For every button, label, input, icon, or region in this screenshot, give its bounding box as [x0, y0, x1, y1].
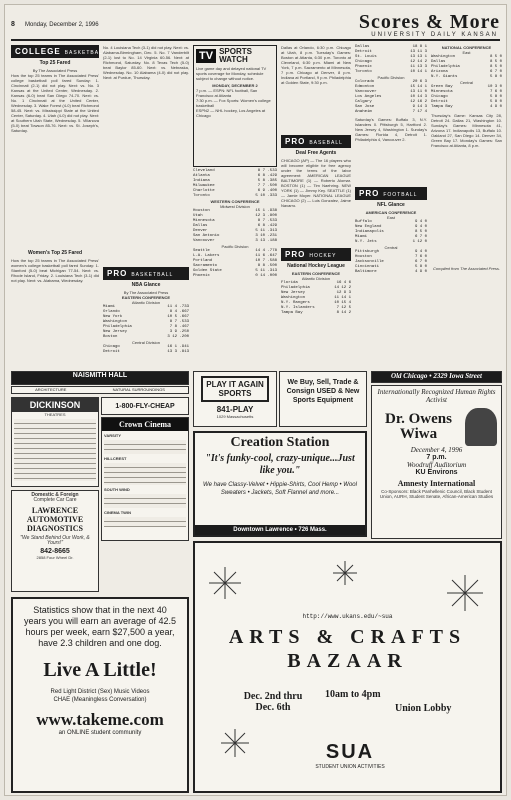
team-record: 10 3 0	[487, 85, 502, 89]
team-name: Utah	[193, 214, 203, 218]
team-record: 7 7 .500	[257, 184, 277, 188]
naismith-feature: ARCHITECTURE	[35, 387, 67, 392]
team-name: Houston	[355, 255, 372, 259]
team-name: Detroit	[355, 50, 372, 54]
team-name: Chicago	[103, 345, 120, 349]
live-sub: Red Light District (Sex) Music Videos CHAE (Meaningless Conversation)	[50, 689, 150, 703]
team-name: N.Y. Giants	[431, 75, 458, 79]
team-name: Washington	[431, 55, 456, 59]
women-poll-text: How the top 25 teams in The Associated Press' women's college basketball poll fared Sunday: 1. Stanford (5-0) beat Michigan 77-54. Next: vs. Rhode Island, Friday. 2. Louisiana Tech (3-1) did not play. Next: vs. Alabama, Wednesday.	[11, 258, 99, 283]
team-name: Calgary	[355, 100, 372, 104]
live-a-little: Live A Little!	[43, 659, 157, 681]
team-record: 5 8 0	[489, 95, 502, 99]
team-name: New Jersey	[103, 330, 128, 334]
dickinson-sub: THEATRES	[44, 412, 66, 417]
team-record: 6 7 0	[414, 260, 427, 264]
amnesty-wiwa-ad[interactable]	[371, 385, 502, 539]
amnesty-name: Amnesty International	[397, 479, 476, 488]
creation-tagline: "It's funky-cool, crazy-unique...Just like you."	[205, 453, 355, 476]
nba-column	[103, 45, 189, 365]
event-date: December 4, 1996	[410, 446, 463, 454]
team-record: 8 7 .533	[257, 169, 277, 173]
team-name: Dallas	[355, 45, 370, 49]
team-record: 10 5 .667	[167, 315, 189, 319]
cosponsors: Co-Sponsors: Black Panhellenic Council, Black Student Union, AURH, Student Senate, African-American Studies	[379, 489, 494, 499]
team-name: Edmonton	[355, 85, 375, 89]
team-record: 8 8 .500	[257, 264, 277, 268]
nba-sub: By The Associated Press	[123, 290, 169, 295]
team-name: Chicago	[355, 60, 372, 64]
team-name: L.A. Lakers	[193, 254, 220, 258]
fly-cheap-phone: 1-800-FLY-CHEAP	[115, 402, 175, 410]
free-agents-title: Deal Free Agents	[295, 150, 337, 156]
team-record: 8 14 2	[336, 311, 351, 315]
schedule-hockey-column	[281, 45, 351, 365]
team-name: Miami	[355, 235, 368, 239]
playit-phone: 841-PLAY	[216, 405, 254, 414]
team-name: Denver	[193, 229, 208, 233]
team-record: 5 8 0	[489, 100, 502, 104]
bazaar-title: ARTS & CRAFTS BAZAAR	[228, 626, 467, 672]
team-record: 12 16 2	[410, 100, 427, 104]
team-record: 7 17 4	[412, 110, 427, 114]
team-record: 11 6 .647	[255, 254, 277, 258]
team-record: 10 14 1	[410, 70, 427, 74]
nba-standings-table	[103, 305, 189, 340]
central-hockey-standings	[355, 45, 427, 75]
team-name: Philadelphia	[431, 65, 460, 69]
team-name: San Jose	[355, 105, 375, 109]
team-record: 4 9 0	[414, 270, 427, 274]
west-div: Midwest Division	[220, 204, 250, 209]
team-name: Minnesota	[193, 219, 215, 223]
team-name: Boston	[103, 335, 118, 339]
team-record: 5 8 .385	[257, 179, 277, 183]
team-name: Sacramento	[193, 264, 218, 268]
free-agents-text: CHICAGO (AP) — The 16 players who will become eligible for free agency under the terms of the labor agreement: AMERICAN LEAGUE BALTIMORE (1) — Roberto Alomar. BOSTON (1) — Tim Naehring. NEW YORK (1) — Jimmy Key. SEATTLE (1) — Jamie Moyer. NATIONAL LEAGUE CHICAGO (2) — Luis Gonzalez, Jaime Navarro.	[281, 158, 351, 208]
team-name: N.Y. Islanders	[281, 306, 315, 310]
buy-sell-ad[interactable]	[279, 371, 367, 427]
theatre-southwind: SOUTH WIND	[104, 487, 130, 492]
nfc-central-standings	[431, 85, 502, 110]
naismith-ad[interactable]	[11, 371, 189, 385]
team-name: St. Louis	[355, 55, 377, 59]
takeme-ad[interactable]	[11, 597, 189, 793]
team-record: 13 11 0	[410, 90, 427, 94]
nba-conf: EASTERN CONFERENCE	[121, 295, 171, 300]
standings-row	[355, 110, 427, 115]
nfc-east-standings	[431, 55, 502, 80]
tv-item: 7:30 p.m. — Fox Sports: Women's college basketball	[196, 98, 271, 108]
nhl-div: Atlantic Division	[301, 276, 331, 281]
team-record: 7 6 0	[489, 90, 502, 94]
showtimes-list	[14, 419, 96, 481]
team-record: 10 7 .588	[255, 259, 277, 263]
old-chicago-ad[interactable]	[371, 371, 502, 383]
tv-item: ESPN2 — NHL hockey, Los Angeles at Chicago	[196, 108, 266, 118]
team-record: 8 5 0	[489, 65, 502, 69]
team-record: 3 13 .188	[255, 239, 277, 243]
team-name: Indianapolis	[355, 230, 384, 234]
team-record: 7 6 0	[414, 255, 427, 259]
team-name: Phoenix	[355, 65, 372, 69]
auto-title: Domestic & Foreign	[31, 492, 79, 498]
team-record: 7 12 5	[336, 306, 351, 310]
team-record: 15 1 .938	[255, 209, 277, 213]
pacific-hockey-standings	[355, 80, 427, 115]
arts-crafts-bazaar-ad[interactable]	[193, 541, 502, 793]
standings-row	[355, 270, 427, 275]
team-name: Anaheim	[355, 110, 372, 114]
team-name: Pittsburgh	[355, 250, 380, 254]
fly-cheap-ad[interactable]	[101, 397, 189, 415]
team-record: 11 4 .733	[167, 305, 189, 309]
poll-sub: By The Associated Press	[32, 68, 78, 73]
team-name: Tampa Bay	[431, 105, 453, 109]
afc-div: East	[386, 215, 395, 220]
team-name: Houston	[193, 209, 210, 213]
team-record: 3 9 .250	[169, 330, 189, 334]
team-record: 12 14 2	[410, 60, 427, 64]
team-record: 5 11 .313	[255, 229, 277, 233]
nba-standings-table-2	[103, 345, 189, 355]
team-name: Colorado	[355, 80, 375, 84]
hockey-football-column	[355, 45, 427, 365]
lawrence-automotive-ad[interactable]	[11, 490, 99, 592]
team-record: 9 14 3	[412, 105, 427, 109]
creation-station-ad[interactable]	[193, 431, 367, 537]
old-chicago-text: Old Chicago • 2329 Iowa Street	[391, 372, 482, 380]
team-name: Toronto	[193, 194, 210, 198]
team-record: 16 1 .941	[167, 345, 189, 349]
auto-phone: 842-8665	[40, 548, 70, 555]
team-name: Baltimore	[355, 270, 377, 274]
afc-central-standings	[355, 250, 427, 275]
team-record: 10 14 3	[410, 95, 427, 99]
afc-east-standings	[355, 220, 427, 245]
tv-item: 7 p.m. — ESPN: NFL football, San Francisco at Atlanta	[196, 88, 258, 98]
event-time: 7 p.m.	[426, 454, 447, 461]
nba-schedule-text: Dallas at Orlando, 6:30 p.m. Chicago at Utah, 8 p.m. Tuesday's Games: Boston at Atlanta, 6:30 p.m. Toronto at Cleveland, 6:30 p.m. Miami at New York, 7 p.m. Sacramento at Minnesota, 7 p.m. Chicago at Denver, 8 p.m. Indiana at Portland, 9 p.m. Philadelphia at Golden State, 9:30 p.m.	[281, 45, 351, 85]
college-basketball-column	[11, 45, 107, 365]
creation-items: We have Classy-Velvet • Hippie-Shirts, Cool Hemp • Wool Sweaters • Jackets, Soft Flannel and more...	[203, 482, 357, 496]
auto-sub: Complete Car Care	[33, 497, 77, 503]
team-record: 20 6 3	[412, 80, 427, 84]
team-record: 11 14 1	[334, 296, 351, 300]
team-name: Washington	[281, 296, 306, 300]
team-record: 8 5 0	[489, 60, 502, 64]
bazaar-place: Union Lobby	[395, 703, 452, 714]
team-name: Dallas	[193, 224, 208, 228]
team-name: Florida	[281, 281, 298, 285]
section-title: Scores & More	[358, 11, 500, 33]
team-record: 8 4 .667	[169, 310, 189, 314]
team-record: 6 8 .429	[257, 224, 277, 228]
pacific-div: Pacific Division	[221, 244, 249, 249]
playit-logo: PLAY IT AGAIN SPORTS	[201, 376, 269, 402]
buy-sell-text: We Buy, Sell, Trade & Consign USED & New Sports Equipment	[286, 379, 360, 404]
team-name: Miami	[103, 305, 116, 309]
afc-conf: AMERICAN CONFERENCE	[365, 210, 417, 215]
eastern-standings-cont	[193, 169, 277, 199]
college-results-text: No. 4 Louisiana Tech (3-1) did not play. Next: vs. Alabama-Birmingham, Dec. 5. No. 7 Vanderbilt (2-1) lost to No. 14 Virginia 60-56. Next: at Richmond, Saturday. No. 8 Texas Tech (5-0) beat Baylor 85-60. Next: vs. Nebraska, Wednesday. No. 10 Alabama (4-0) did not play. Next: at Purdue, Thursday.	[103, 45, 189, 80]
team-name: Phoenix	[193, 274, 210, 278]
team-name: Atlanta	[193, 174, 210, 178]
team-name: Green Bay	[431, 85, 453, 89]
team-name: Los Angeles	[355, 95, 382, 99]
team-name: Toronto	[355, 70, 372, 74]
team-name: Tampa Bay	[281, 311, 303, 315]
nba-div2: Central Division	[131, 340, 160, 345]
naismith-features	[11, 386, 189, 394]
nfl-games-text: Thursday's Game: Kansas City 28, Detroit 24. Dallas 21, Washington 10. Sunday's Games: Minnesota 41, Arizona 17. Indianapolis 13, Buffalo 10. Oakland 27, San Diego 14. Denver 34, Green Bay 17. Monday's Games: San Francisco at Atlanta, 8 p.m.	[431, 113, 502, 148]
team-name: Detroit	[431, 100, 448, 104]
nba-div: Atlantic Division	[131, 300, 161, 305]
team-name: N.Y. Rangers	[281, 301, 310, 305]
team-name: Detroit	[103, 350, 120, 354]
crown-cinema-title: Crown Cinema	[102, 418, 188, 431]
team-record: 9 4 0	[414, 225, 427, 229]
hillcrest-times	[104, 463, 186, 485]
team-name: Charlotte	[193, 189, 215, 193]
team-record: 8 7 .533	[169, 320, 189, 324]
sua-logo: SUA	[325, 741, 375, 763]
team-record: 18 8 1	[412, 45, 427, 49]
twin-times	[104, 517, 186, 527]
team-record: 7 8 .467	[169, 325, 189, 329]
team-record: 9 4 0	[414, 220, 427, 224]
tv-intro: Live game day and delayed national TV sports coverage for Monday, schedule subject to change without notice.	[196, 66, 267, 81]
women-poll-title: Women's Top 25 Fared	[27, 250, 83, 256]
creation-address: Downtown Lawrence • 726 Mass.	[195, 525, 365, 535]
team-record: 12 9 3	[336, 291, 351, 295]
play-it-again-ad[interactable]	[193, 371, 277, 427]
paper-name: UNIVERSITY DAILY KANSAN	[371, 32, 498, 38]
sua-sub: STUDENT UNION ACTIVITIES	[315, 764, 385, 770]
team-record: 8 5 0	[414, 230, 427, 234]
team-name: Milwaukee	[193, 184, 215, 188]
dickinson-theatres-ad[interactable]	[11, 397, 99, 487]
creation-title: Creation Station	[230, 435, 330, 450]
tv-logo: TV	[196, 49, 216, 63]
event-place: Woodruff Auditorium	[406, 461, 467, 469]
naismith-title: NAISMITH HALL	[72, 372, 128, 379]
speaker-photo	[465, 408, 497, 446]
team-name: Washington	[103, 320, 128, 324]
team-name: New England	[355, 225, 382, 229]
nfc-conf: NATIONAL CONFERENCE	[441, 45, 492, 50]
team-name: Dallas	[431, 60, 446, 64]
poll-title: Top 25 Fared	[39, 60, 71, 66]
standings-row	[281, 311, 351, 316]
theatre-hillcrest: HILLCREST	[104, 456, 127, 461]
nfc-column	[431, 45, 502, 365]
team-record: 5 11 .313	[255, 269, 277, 273]
pro-baseball-header: PRO BASEBALL	[281, 135, 351, 148]
team-record: 11 13 3	[410, 65, 427, 69]
activist-heading: Internationally Recognized Human Rights Activist	[377, 388, 496, 404]
theatre-varsity: VARSITY	[104, 433, 122, 438]
nhl-title: National Hockey League	[287, 263, 345, 269]
playit-address: 1029 Massachusetts	[216, 414, 254, 419]
team-name: Indiana	[193, 179, 210, 183]
standings-row	[431, 105, 502, 110]
team-name: Seattle	[193, 249, 210, 253]
team-name: Chicago	[431, 95, 448, 99]
tv-title: SPORTS WATCH	[219, 47, 252, 64]
newspaper-page	[4, 4, 507, 796]
team-record: 3 12 .200	[167, 335, 189, 339]
dickinson-title: DICKINSON	[12, 398, 98, 412]
tv-standings-column	[193, 45, 277, 365]
team-record: 6 9 .400	[257, 189, 277, 193]
team-record: 9 4 0	[414, 250, 427, 254]
varsity-times	[104, 440, 186, 454]
pro-basketball-header: PRO BASKETBALL	[103, 267, 189, 280]
auto-address: 2858 Four Wheel Dr.	[36, 555, 74, 560]
takeme-sub: an ONLINE student community	[58, 730, 142, 736]
team-name: Golden State	[193, 269, 222, 273]
team-name: Portland	[193, 259, 213, 263]
team-name: Vancouver	[355, 90, 377, 94]
team-name: Philadelphia	[281, 286, 310, 290]
team-record: 8 7 .533	[257, 219, 277, 223]
team-record: 8 5 0	[489, 55, 502, 59]
theatre-cinema-twin: CINEMA TWIN	[104, 510, 131, 515]
team-name: Vancouver	[193, 239, 215, 243]
bazaar-dates: Dec. 2nd thru Dec. 6th	[243, 691, 303, 713]
team-record: 12 3 .800	[255, 214, 277, 218]
team-record: 16 4 6	[336, 281, 351, 285]
team-record: 5 8 0	[414, 265, 427, 269]
team-record: 6 7 0	[414, 235, 427, 239]
tv-day: MONDAY, DECEMBER 2	[212, 83, 258, 88]
statistics-text: Statistics show that in the next 40 years you will earn an average of 42.5 hours per week, earn $27,500 a year, have 2.3 children and one dog.	[23, 605, 177, 648]
issue-date: Monday, December 2, 1996	[25, 22, 99, 28]
southwind-times	[104, 494, 186, 508]
hockey-games-text: Saturday's Games: Buffalo 3, N.Y. Islanders 0. Pittsburgh 5, Hartford 2. New Jersey 4, Washington 1. Sunday's Games: Florida 4, Detroit 1. Philadelphia 4, Vancouver 2.	[355, 117, 427, 142]
team-name: Orlando	[103, 310, 120, 314]
team-record: 14 12 2	[334, 286, 351, 290]
team-name: Jacksonville	[355, 260, 384, 264]
naismith-feature: NATURAL SURROUNDINGS	[112, 387, 165, 392]
poll-text: How the top 25 teams in The Associated Press' college basketball poll fared Sunday: 1. Cincinnati (2-1) did not play. Next: vs. No. 3 Kansas at the United Center, Wednesday. 2. Kansas (6-0) beat San Diego 74-70. Next: vs. No. 1 Cincinnati at the United Center, Wednesday. 3. Wake Forest (4-0) beat Richmond 58-45. Next: vs. Mississippi State at the United Center, Saturday. 4. Utah (4-0) did not play. Next: at Southern Utah State, Wednesday. 5. Villanova (5-0) beat Towson 85-76. Next: vs. St. Joseph's, Saturday.	[11, 73, 99, 133]
team-record: 13 11 3	[410, 50, 427, 54]
nhl-standings	[281, 281, 351, 316]
team-record: 10 15 4	[334, 301, 351, 305]
page-number: 8	[11, 21, 15, 28]
team-name: N.Y. Jets	[355, 240, 377, 244]
team-name: Arizona	[431, 70, 448, 74]
takeme-url[interactable]: www.takeme.com	[36, 710, 164, 729]
team-record: 0 14 .000	[255, 274, 277, 278]
team-record: 1 12 0	[412, 240, 427, 244]
midwest-standings	[193, 209, 277, 244]
team-name: San Antonio	[193, 234, 220, 238]
nfc-div2: Central	[460, 80, 473, 85]
bazaar-time: 10am to 4pm	[325, 689, 381, 700]
team-record: 5 10 .333	[255, 194, 277, 198]
team-record: 5 8 0	[489, 75, 502, 79]
pacific-hockey-div: Pacific Division	[377, 75, 405, 80]
team-record: 6 8 .429	[257, 174, 277, 178]
crown-cinema-ad[interactable]	[101, 417, 189, 541]
tv-sports-watch-box	[193, 45, 277, 167]
team-record: 15 14 1	[410, 85, 427, 89]
standings-row	[193, 274, 277, 279]
west-conf: WESTERN CONFERENCE	[210, 199, 260, 204]
pro-hockey-header: PRO HOCKEY	[281, 248, 351, 261]
team-name: Philadelphia	[103, 325, 132, 329]
afc-div2: Central	[384, 245, 398, 250]
pro-football-header: PRO FOOTBALL	[355, 187, 427, 200]
standings-row	[103, 350, 189, 355]
event-union: KU Environs	[415, 469, 458, 476]
team-record: 13 3 .813	[167, 350, 189, 354]
nfc-div: East	[462, 50, 471, 55]
nba-title: NBA Glance	[131, 282, 161, 288]
team-record: 13 13 1	[410, 55, 427, 59]
nfl-title: NFL Glance	[377, 202, 405, 208]
team-name: Cincinnati	[355, 265, 380, 269]
team-name: Minnesota	[431, 90, 453, 94]
auto-tagline: "We Stand Behind Our Work, & Yours!"	[20, 535, 90, 546]
team-name: New Jersey	[281, 291, 306, 295]
ap-credit: Compiled from The Associated Press.	[433, 266, 500, 271]
auto-name: LAWRENCE AUTOMOTIVE DIAGNOSTICS	[26, 506, 84, 533]
masthead	[11, 11, 500, 41]
team-name: Cleveland	[193, 169, 215, 173]
pacific-standings	[193, 249, 277, 279]
team-record: 6 7 0	[489, 70, 502, 74]
college-header: COLLEGE BASKETBALL	[11, 45, 99, 58]
team-name: New York	[103, 315, 123, 319]
team-name: Buffalo	[355, 220, 372, 224]
team-record: 14 4 .778	[255, 249, 277, 253]
team-record: 4 9 0	[489, 105, 502, 109]
team-record: 3 10 .231	[255, 234, 277, 238]
bazaar-url: http://www.ukans.edu/~sua	[302, 613, 393, 620]
nhl-conf: EASTERN CONFERENCE	[291, 271, 341, 276]
speaker-name: Dr. Owens Wiwa	[385, 411, 452, 442]
